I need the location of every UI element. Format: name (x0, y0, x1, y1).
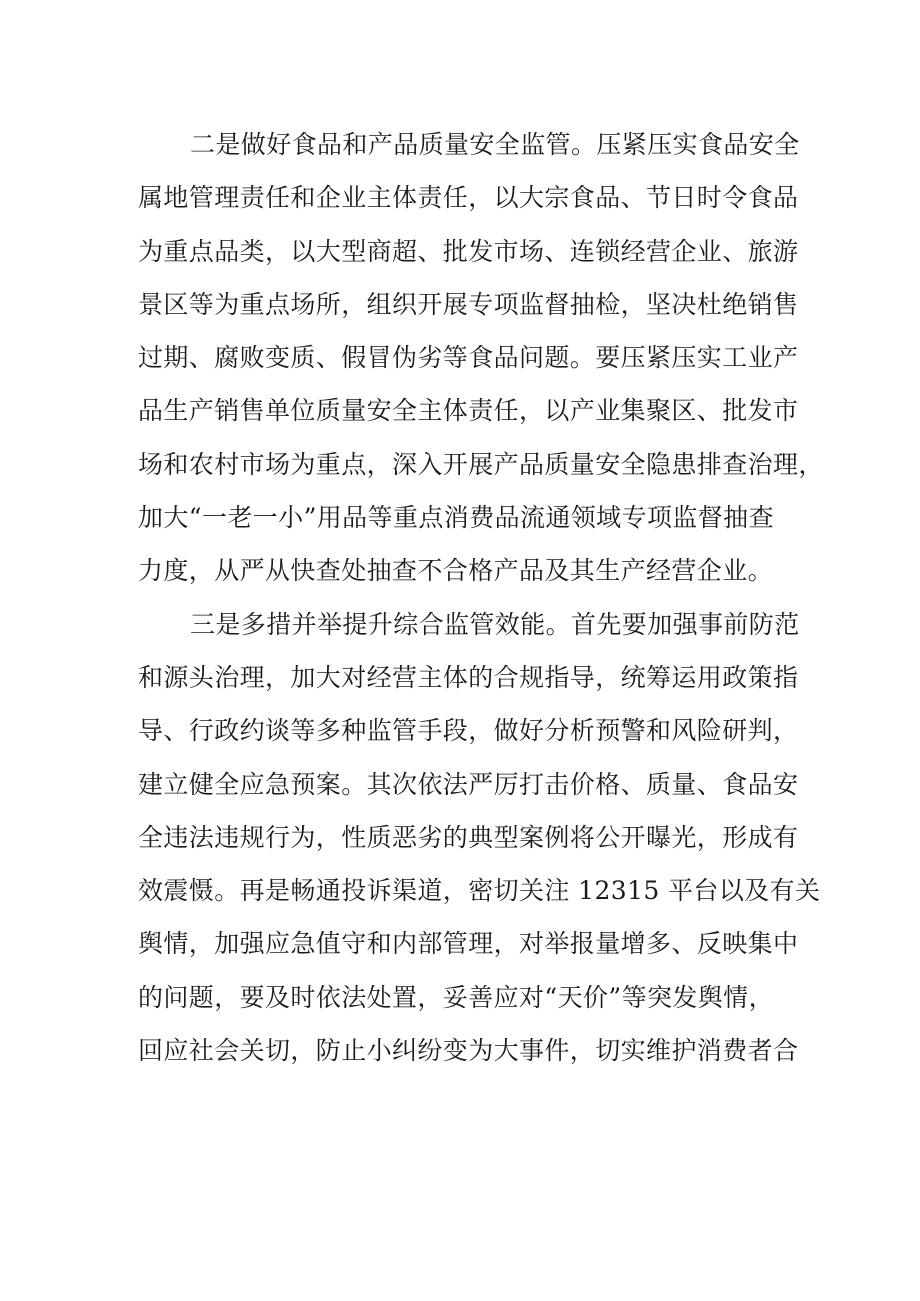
paragraph-2-line-8: 的问题，要及时依法处置，妥善应对“天价”等突发舆情， (138, 982, 774, 1012)
paragraph-1-line-3: 为重点品类，以大型商超、批发市场、连锁经营企业、旅游 (138, 236, 799, 266)
paragraph-2-line-7: 舆情，加强应急值守和内部管理，对举报量增多、反映集中 (138, 929, 799, 959)
paragraph-2-line-9: 回应社会关切，防止小纠纷变为大事件，切实维护消费者合 (138, 1036, 799, 1066)
paragraph-2-line-5: 全违法违规行为，性质恶劣的典型案例将公开曝光，形成有 (138, 822, 799, 852)
paragraph-1-line-8: 加大“一老一小”用品等重点消费品流通领域专项监督抽查 (138, 503, 774, 533)
paragraph-1-line-6: 品生产销售单位质量安全主体责任，以产业集聚区、批发市 (138, 396, 799, 426)
paragraph-1-line-4: 景区等为重点场所，组织开展专项监督抽检，坚决杜绝销售 (138, 289, 799, 319)
body-text (138, 118, 824, 1077)
paragraph-1-line-5: 过期、腐败变质、假冒伪劣等食品问题。要压紧压实工业产 (138, 343, 799, 373)
paragraph-1-line-2: 属地管理责任和企业主体责任，以大宗食品、节日时令食品 (138, 183, 799, 213)
paragraph-2-line-1: 三是多措并举提升综合监管效能。首先要加强事前防范 (190, 609, 800, 639)
paragraph-2-line-6: 效震慑。再是畅通投诉渠道，密切关注 12315 平台以及有关 (138, 876, 821, 906)
paragraph-2-line-4: 建立健全应急预案。其次依法严厉打击价格、质量、食品安 (138, 769, 799, 799)
paragraph-2-line-3: 导、行政约谈等多种监管手段，做好分析预警和风险研判， (138, 716, 799, 746)
paragraph-2-line-2: 和源头治理，加大对经营主体的合规指导，统筹运用政策指 (138, 662, 799, 692)
paragraph-1-line-7: 场和农村市场为重点，深入开展产品质量安全隐患排查治理， (138, 449, 824, 479)
paragraph-1-line-1: 二是做好食品和产品质量安全监管。压紧压实食品安全 (190, 130, 800, 159)
paragraph-1-line-9: 力度，从严从快查处抽查不合格产品及其生产经营企业。 (138, 556, 774, 586)
